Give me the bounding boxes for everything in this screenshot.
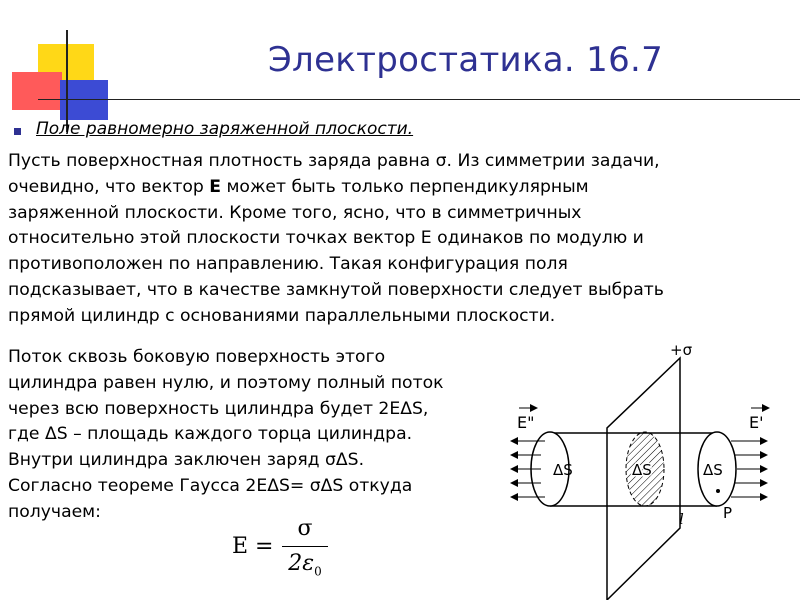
formula-fraction [282,514,328,579]
left-field-label: E" [517,413,535,432]
left-base-label: ΔS [553,461,573,479]
text-line: заряженной плоскости. Кроме того, ясно, что в симметричных [8,202,582,223]
plane-label: +σ [670,341,693,359]
formula-lhs: E = [232,534,274,559]
decor-horizontal-line [38,99,800,100]
formula-denominator: $2\varepsilon_0$ [288,551,322,579]
paragraph-flux [8,345,443,526]
formula-subscript: 0 [314,564,322,579]
text-line: Согласно теореме Гаусса 2EΔS= σΔS откуда [8,475,413,496]
length-label: l [679,510,684,528]
vector-e-bold: E [209,176,221,197]
bullet-icon [14,128,21,135]
paragraph-intro [8,149,664,330]
gauss-cylinder-diagram [505,338,795,600]
decor-red-square [12,72,62,110]
text-line: через всю поверхность цилиндра будет 2EΔS, [8,398,429,419]
point-p-dot [716,489,720,493]
right-base-label: ΔS [703,461,723,479]
right-field-label: E' [749,413,764,432]
text-line: где ΔS – площадь каждого торца цилиндра. [8,424,413,445]
point-label: P [723,504,733,522]
formula-numerator: σ [297,516,313,541]
text-line: Пусть поверхностная плотность заряда равна σ. Из симметрии задачи, [8,151,660,171]
text-line: относительно этой плоскости точках вектор Е одинаков по модулю и [8,228,644,249]
text-line: подсказывает, что в качестве замкнутой поверхности следует выбрать [8,279,664,300]
center-label: ΔS [632,461,652,479]
text-line: очевидно, что вектор E может быть только перпендикулярным [8,176,589,197]
text-line: цилиндра равен нулю, и поэтому полный поток [8,372,444,393]
text-line: получаем: [8,501,101,522]
text-line: Поток сквозь боковую поверхность этого [8,347,386,367]
text-line: Внутри цилиндра заключен заряд σΔS. [8,450,365,471]
slide-title: Электростатика. 16.7 [268,40,664,80]
text-line: противоположен по направлению. Такая конфигурация поля [8,254,568,275]
slide-subtitle: Поле равномерно заряженной плоскости. [36,119,414,139]
text-line: прямой цилиндр с основаниями параллельными плоскости. [8,305,556,326]
fraction-bar [282,546,328,547]
decor-vertical-line [66,30,68,132]
